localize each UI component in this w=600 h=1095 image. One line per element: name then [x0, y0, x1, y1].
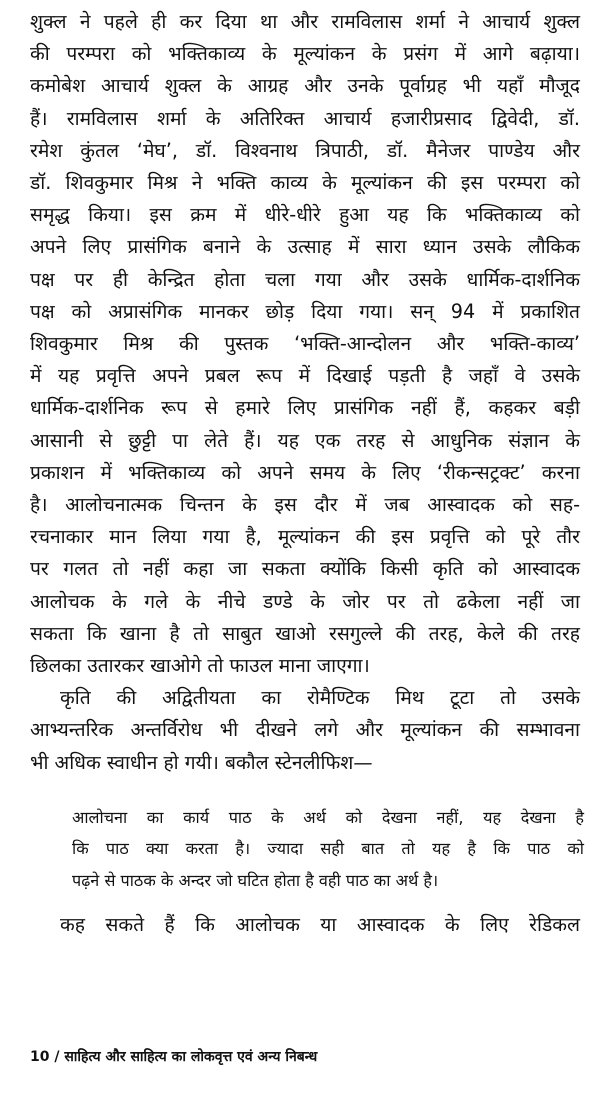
paragraph-2 — [30, 682, 580, 779]
text-line: भी अधिक स्वाधीन हो गयी। बकौल स्टेनलीफिश— — [30, 750, 373, 774]
page-footer: 10 / साहित्य और साहित्य का लोकवृत्त एवं अन्य निबन्ध — [30, 1049, 318, 1065]
text-line: में यह प्रवृत्ति अपने प्रबल रूप में दिखाई पड़ती है जहाँ वे उसके — [30, 364, 580, 388]
text-line: शुक्ल ने पहले ही कर दिया था और रामविलास शर्मा ने आचार्य शुक्ल — [30, 10, 580, 33]
text-line: रमेश कुंतल ‘मेघ’, डॉ. विश्वनाथ त्रिपाठी, डॉ. मैनेजर पाण्डेय और — [30, 138, 580, 162]
text-line: समृद्ध किया। इस क्रम में धीरे-धीरे हुआ यह कि भक्तिकाव्य को — [30, 203, 580, 227]
quote-line: आलोचना का कार्य पाठ के अर्थ को देखना नहीं, यह देखना है — [72, 807, 584, 827]
text-line: डॉ. शिवकुमार मिश्र ने भक्ति काव्य के मूल्यांकन की इस परम्परा को — [30, 171, 580, 195]
text-line: की परम्परा को भक्तिकाव्य के मूल्यांकन के प्रसंग में आगे बढ़ाया। — [30, 42, 580, 66]
page-body — [30, 6, 584, 942]
text-line: शिवकुमार मिश्र की पुस्तक ‘भक्ति-आन्दोलन और भक्ति-काव्य’ — [30, 332, 580, 356]
text-line: आभ्यन्तरिक अन्तर्विरोध भी दीखने लगे और मूल्यांकन की सम्भावना — [30, 718, 580, 742]
text-line: पक्ष पर ही केन्द्रित होता चला गया और उसके धार्मिक-दार्शनिक — [30, 267, 580, 291]
text-line: कह सकते हैं कि आलोचक या आस्वादक के लिए रेडिकल — [60, 913, 580, 937]
text-line: है। आलोचनात्मक चिन्तन के इस दौर में जब आस्वादक को सह- — [30, 493, 580, 517]
text-line: अपने लिए प्रासंगिक बनाने के उत्साह में सारा ध्यान उसके लौकिक — [30, 235, 580, 259]
quote-line: कि पाठ क्या करता है। ज्यादा सही बात तो यह है कि पाठ को — [72, 839, 584, 859]
paragraph-3 — [30, 909, 580, 941]
text-line: आसानी से छुट्टी पा लेते हैं। यह एक तरह से आधुनिक संज्ञान के — [30, 428, 580, 452]
text-line: प्रकाशन में भक्तिकाव्य को अपने समय के लिए ‘रीकन्सट्रक्ट’ करना — [30, 460, 580, 484]
text-line: सकता कि खाना है तो साबुत खाओ रसगुल्ले की तरह, केले की तरह — [30, 621, 580, 645]
text-line: रचनाकार मान लिया गया है, मूल्यांकन की इस प्रवृत्ति को पूरे तौर — [30, 525, 580, 549]
text-line: पक्ष को अप्रासंगिक मानकर छोड़ दिया गया। सन् 94 में प्रकाशित — [30, 299, 580, 323]
text-line: धार्मिक-दार्शनिक रूप से हमारे लिए प्रासंगिक नहीं हैं, कहकर बड़ी — [30, 396, 580, 420]
text-line: आलोचक के गले के नीचे डण्डे के जोर पर तो ढकेला नहीं जा — [30, 589, 580, 613]
paragraph-1 — [30, 6, 580, 682]
text-line: हैं। रामविलास शर्मा के अतिरिक्त आचार्य हजारीप्रसाद द्विवेदी, डॉ. — [30, 106, 580, 130]
text-line: पर गलत तो नहीं कहा जा सकता क्योंकि किसी कृति को आस्वादक — [30, 557, 580, 581]
text-line: कमोबेश आचार्य शुक्ल के आग्रह और उनके पूर्वाग्रह भी यहाँ मौजूद — [30, 74, 580, 98]
block-quote — [72, 802, 584, 897]
text-line: कृति की अद्वितीयता का रोमैण्टिक मिथ टूटा तो उसके — [60, 686, 580, 710]
quote-line: पढ़ने से पाठक के अन्दर जो घटित होता है वही पाठ का अर्थ है। — [72, 870, 439, 890]
text-line: छिलका उतारकर खाओगे तो फाउल माना जाएगा। — [30, 654, 370, 678]
